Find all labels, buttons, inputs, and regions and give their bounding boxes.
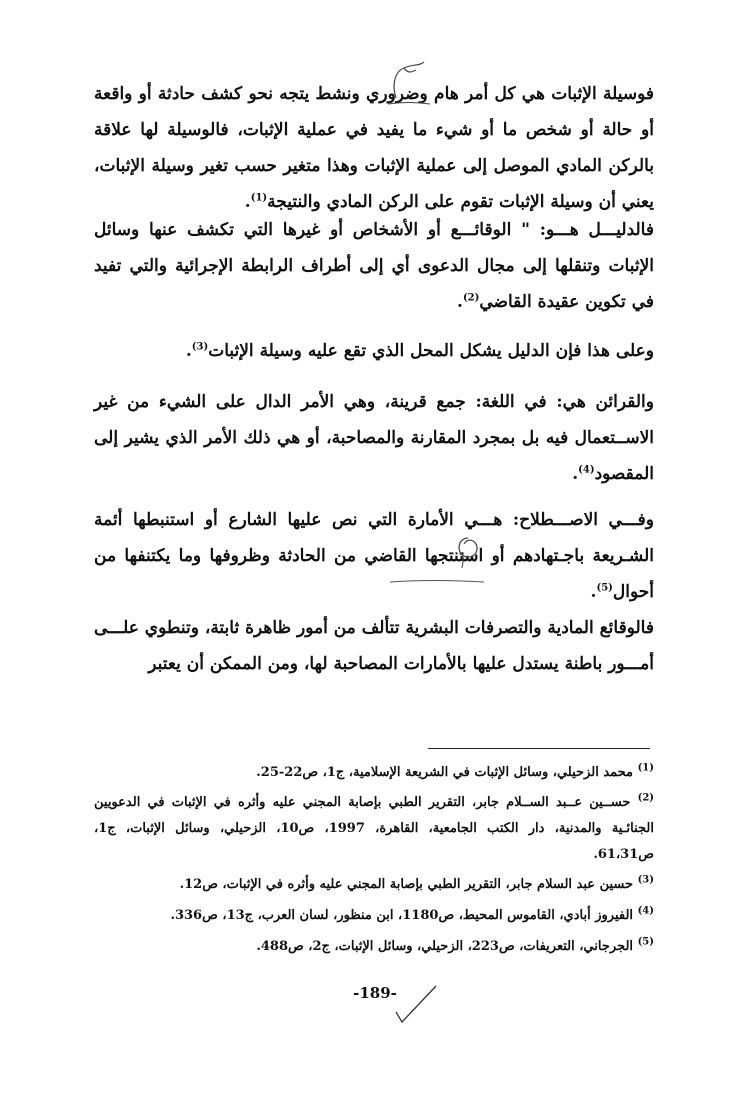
footnote-3	[94, 872, 654, 898]
footnote-ref: (2)	[462, 292, 480, 304]
term-heading: والقرائن هي:	[556, 392, 654, 412]
paragraph-text: وعلى هذا فإن الدليل يشكل المحل الذي تقع عليه وسيلة الإثبات	[208, 341, 654, 361]
footnote-ref: (3)	[191, 341, 209, 353]
term-heading: فالدليـــل هـــو:	[539, 220, 654, 240]
paragraph-text: في اللغة: جمع قرينة، وهي الأمر الدال على الشيء من غير الاســتعمال فيه بل بمجرد المقارنة والمصاحبة، أو هي ذلك الأمر الذي يشير إلى المقصود	[94, 392, 654, 484]
footnote-text: حســين عــبد الســلام جابر، التقرير الطبي بإصابة المجني عليه وأثره في الإثبات في الدعويين الجنائـية والمدنية، دار الكتب الجامعية، القاهرة، 1997، ص10، الزحيلي، وسائل الإثبات، ج1، ص61،31.	[94, 795, 654, 862]
footnote-2	[94, 790, 654, 868]
footnote-number: (3)	[637, 874, 654, 886]
footnote-text: الجرجاني، التعريفات، ص223، الزحيلي، وسائل الإثبات، ج2، ص488.	[256, 939, 634, 954]
footnote-number: (5)	[637, 936, 654, 948]
footnote-text: محمد الزحيلي، وسائل الإثبات في الشريعة الإسلامية، ج1، ص22-25.	[256, 765, 634, 780]
handwritten-check-mark	[392, 982, 442, 1028]
footnote-number: (2)	[637, 792, 655, 804]
paragraph-evidence-conclusion: وعلى هذا فإن الدليل يشكل المحل الذي تقع عليه وسيلة الإثبات$^{(3)}$.	[185, 341, 654, 361]
paragraph-means-of-proof: فوسيلة الإثبات هي كل أمر هام وضروري ونشط يتجه نحو كشف حادثة أو واقعة أو حالة أو شخص ما أو شيء ما يفيد في عملية الإثبات، فالوسيلة لها علاقة بالركن المادي الموصل إلى عملية الإثبات وهذا متغير حسب تغير وسيلة الإثبات، يعني أن وسيلة الإثبات تقوم على الركن المادي والنتيجة$^{(1)}$.	[94, 84, 654, 212]
handwritten-scribble-mark	[382, 58, 442, 108]
page-number: -189-	[353, 984, 397, 1002]
footnote-1	[94, 760, 654, 786]
paragraph-presumptions-language: والقرائن هي: في اللغة: جمع قرينة، وهي الأمر الدال على الشيء من غير الاســتعمال فيه بل بمجرد المقارنة والمصاحبة، أو هي ذلك الأمر الذي يشير إلى المقصود$^{(4)}$.	[94, 392, 654, 484]
footnote-ref: (4)	[578, 464, 595, 476]
footnote-5	[94, 934, 654, 960]
footnote-number: (1)	[637, 762, 654, 774]
paragraph-material-facts	[94, 610, 654, 682]
paragraph-text: هـــي الأمارة التي نص عليها الشارع أو استنبطها أئمة الشـريعة باجـتهادهم أو استنتجها القاضي من الحادثة وظروفها وما يكتنفها من أحوال	[94, 510, 654, 602]
footnote-separator	[428, 748, 650, 749]
footnote-number: (4)	[637, 905, 654, 917]
footnote-ref: (5)	[596, 582, 613, 594]
paragraph-presumptions-terminology: وفـــي الاصـــطلاح: هـــي الأمارة التي نص عليها الشارع أو استنبطها أئمة الشـريعة باجـتهادهم أو استنتجها القاضي من الحادثة وظروفها وما يكتنفها من أحوال$^{(5)}$.	[94, 510, 654, 602]
paragraph-evidence-definition: فالدليـــل هـــو: " الوقائـــع أو الأشخاص أو غيرها التي تكشف عنها وسائل الإثبات وتنقلها إلى مجال الدعوى أي إلى أطراف الرابطة الإجرائية والتي تفيد في تكوين عقيدة القاضي$^{(2)}$.	[94, 220, 654, 312]
footnote-4	[94, 903, 654, 929]
handwritten-underline-mark	[388, 574, 488, 588]
footnote-text: الفيروز أبادي، القاموس المحيط، ص1180، ابن منظور، لسان العرب، ج13، ص336.	[170, 908, 634, 923]
term-heading: وفـــي الاصـــطلاح:	[512, 510, 654, 530]
paragraph-text: فوسيلة الإثبات هي كل أمر هام وضروري ونشط يتجه نحو كشف حادثة أو واقعة أو حالة أو شخص ما أو شيء ما يفيد في عملية الإثبات، فالوسيلة لها علاقة بالركن المادي الموصل إلى عملية الإثبات وهذا متغير حسب تغير وسيلة الإثبات، يعني أن وسيلة الإثبات تقوم على الركن المادي والنتيجة	[94, 84, 654, 212]
paragraph-text: فالوقائع المادية والتصرفات البشرية تتألف من أمور ظاهرة ثابتة، وتنطوي علـــى أمـــور باطنة يستدل عليها بالأمارات المصاحبة لها، ومن الممكن أن يعتبر	[94, 618, 654, 674]
handwritten-circle-mark	[448, 530, 488, 570]
paragraph-text: " الوقائـــع أو الأشخاص أو غيرها التي تكشف عنها وسائل الإثبات وتنقلها إلى مجال الدعوى أي إلى أطراف الرابطة الإجرائية والتي تفيد في تكوين عقيدة القاضي	[94, 220, 654, 312]
footnote-text: حسين عبد السلام جابر، التقرير الطبي بإصابة المجني عليه وأثره في الإثبات، ص12.	[179, 877, 634, 892]
footnote-ref: (1)	[250, 192, 268, 204]
